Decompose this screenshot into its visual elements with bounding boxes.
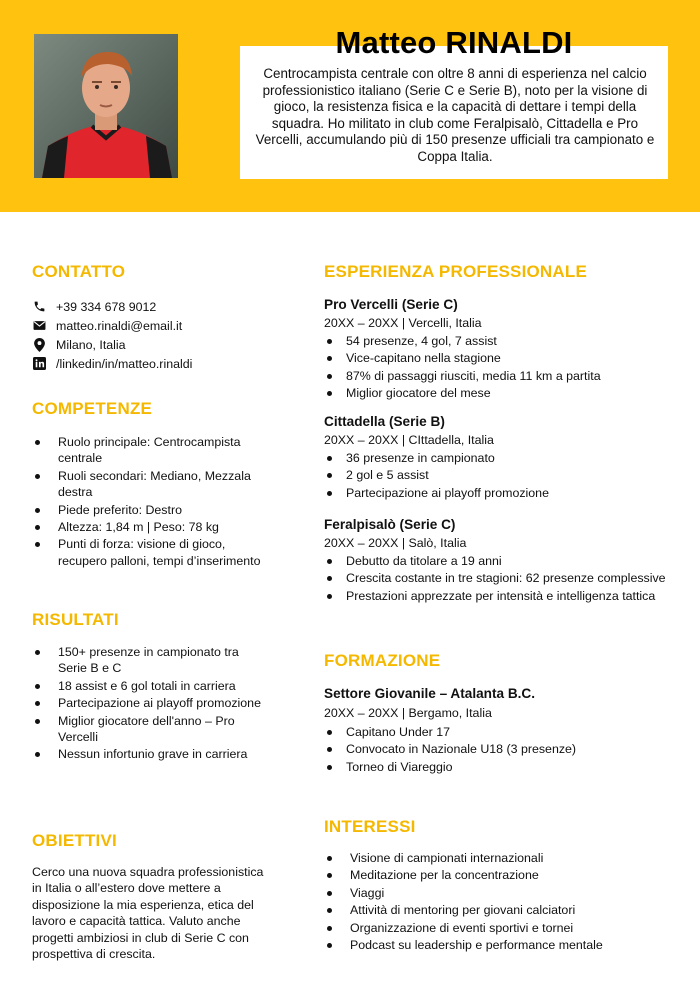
- esperienza-heading: ESPERIENZA PROFESSIONALE: [324, 262, 587, 281]
- contact-location: [32, 335, 192, 354]
- list-item: Punti di forza: visione di gioco, recupero palloni, tempi d’inserimento: [32, 536, 262, 569]
- obiettivi-text: Cerco una nuova squadra professionistica in Italia o all’estero dove mettere a disposizione la mia esperienza, etica del lavoro e capacità tattica. Valuto anche progetti ambiziosi in club di Serie C con prospettiva di crescita.: [32, 865, 264, 962]
- list-item: Vice-capitano nella stagione: [324, 350, 674, 366]
- contact-phone-text[interactable]: +39 334 678 9012: [56, 299, 157, 314]
- candidate-name: Matteo RINALDI: [335, 25, 573, 60]
- job-items-list: [324, 333, 674, 403]
- school-meta: 20XX – 20XX | Bergamo, Italia: [324, 706, 492, 720]
- list-item: Nessun infortunio grave in carriera: [32, 746, 262, 762]
- list-item: 2 gol e 5 assist: [324, 467, 674, 483]
- email-icon: [32, 319, 46, 333]
- list-item: Capitano Under 17: [324, 724, 674, 740]
- obiettivi-heading: OBIETTIVI: [32, 831, 117, 850]
- list-item: Meditazione per la concentrazione: [324, 867, 684, 883]
- contact-email-text[interactable]: matteo.rinaldi@email.it: [56, 318, 183, 333]
- list-item: Ruoli secondari: Mediano, Mezzala destra: [32, 468, 262, 501]
- job-title: Pro Vercelli (Serie C): [324, 297, 458, 312]
- profile-photo: [34, 34, 178, 178]
- contact-phone: [32, 297, 192, 316]
- list-item: 18 assist e 6 gol totali in carriera: [32, 678, 262, 694]
- list-item: Partecipazione ai playoff promozione: [32, 695, 262, 711]
- interessi-heading: INTERESSI: [324, 817, 416, 836]
- list-item: Altezza: 1,84 m | Peso: 78 kg: [32, 519, 262, 535]
- list-item: Partecipazione ai playoff promozione: [324, 485, 674, 501]
- contact-linkedin-text[interactable]: /linkedin/in/matteo.rinaldi: [56, 356, 193, 371]
- competenze-heading: COMPETENZE: [32, 399, 153, 418]
- list-item: Crescita costante in tre stagioni: 62 presenze complessive: [324, 570, 684, 586]
- linkedin-icon: [32, 357, 46, 371]
- job-meta: 20XX – 20XX | Vercelli, Italia: [324, 316, 482, 330]
- contact-location-text: Milano, Italia: [56, 337, 126, 352]
- formazione-list: [324, 724, 674, 776]
- risultati-heading: RISULTATI: [32, 610, 119, 629]
- job-title: Feralpisalò (Serie C): [324, 517, 456, 532]
- job-items-list: [324, 450, 674, 502]
- job-title: Cittadella (Serie B): [324, 414, 445, 429]
- list-item: Organizzazione di eventi sportivi e tornei: [324, 920, 684, 936]
- contact-email: [32, 316, 192, 335]
- contact-list: [32, 297, 192, 373]
- list-item: Viaggi: [324, 885, 684, 901]
- job-items-list: [324, 553, 684, 605]
- formazione-heading: FORMAZIONE: [324, 651, 441, 670]
- phone-icon: [32, 300, 46, 314]
- list-item: Piede preferito: Destro: [32, 502, 262, 518]
- job-meta: 20XX – 20XX | Salò, Italia: [324, 536, 467, 550]
- location-pin-icon: [32, 338, 46, 352]
- list-item: Prestazioni apprezzate per intensità e intelligenza tattica: [324, 588, 684, 604]
- list-item: Visione di campionati internazionali: [324, 850, 684, 866]
- school-name: Settore Giovanile – Atalanta B.C.: [324, 686, 536, 701]
- list-item: Ruolo principale: Centrocampista centrale: [32, 434, 262, 467]
- list-item: 36 presenze in campionato: [324, 450, 674, 466]
- competenze-list: [32, 434, 262, 570]
- list-item: Debutto da titolare a 19 anni: [324, 553, 684, 569]
- risultati-list: [32, 644, 262, 764]
- list-item: 54 presenze, 4 gol, 7 assist: [324, 333, 674, 349]
- list-item: Convocato in Nazionale U18 (3 presenze): [324, 741, 674, 757]
- list-item: Miglior giocatore dell'anno – Pro Vercelli: [32, 713, 262, 746]
- player-portrait-image: [34, 34, 178, 178]
- contact-linkedin: [32, 354, 192, 373]
- job-meta: 20XX – 20XX | CIttadella, Italia: [324, 433, 494, 447]
- interessi-list: [324, 850, 684, 954]
- list-item: Torneo di Viareggio: [324, 759, 674, 775]
- profile-summary: Centrocampista centrale con oltre 8 anni di esperienza nel calcio professionistico italiano (Serie C e Serie B), noto per la visione di gioco, la resistenza fisica e la capacità di dettare i tempi della squadra. Ho militato in club come Feralpisalò, Cittadella e Pro Vercelli, accumulando più di 150 presenze ufficiali tra campionato e Coppa Italia.: [255, 66, 655, 164]
- list-item: Podcast su leadership e performance mentale: [324, 937, 684, 953]
- list-item: Attività di mentoring per giovani calciatori: [324, 902, 684, 918]
- contatto-heading: CONTATTO: [32, 262, 126, 281]
- list-item: Miglior giocatore del mese: [324, 385, 674, 401]
- list-item: 150+ presenze in campionato tra Serie B e C: [32, 644, 262, 677]
- list-item: 87% di passaggi riusciti, media 11 km a partita: [324, 368, 674, 384]
